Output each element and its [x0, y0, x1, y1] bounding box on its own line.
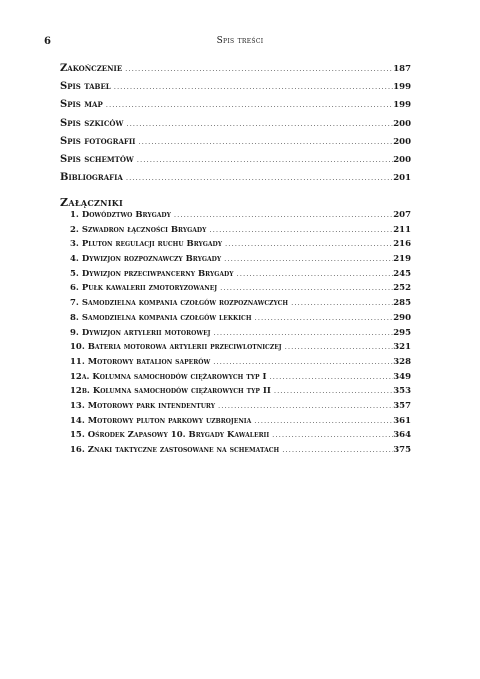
appendix-entry-page: 357 — [393, 400, 411, 411]
appendix-entry-title: 6. Pułk kawalerii zmotoryzowanej — [70, 283, 218, 294]
toc-entry-title: Spis fotografii — [60, 135, 136, 147]
appendix-entry-title: 2. Szwadron łączności Brygady — [70, 224, 207, 235]
appendix-entry[interactable] — [70, 283, 411, 298]
appendix-entry-page: 252 — [393, 283, 411, 294]
appendix-entry-page: 290 — [393, 312, 411, 323]
appendix-entry-page: 364 — [393, 430, 411, 441]
appendix-entry-page: 375 — [393, 445, 411, 455]
dot-leader — [103, 101, 393, 109]
dot-leader — [123, 120, 393, 128]
toc-entry-title: Spis map — [60, 99, 103, 111]
page-number: 6 — [44, 36, 51, 47]
dot-leader — [123, 174, 393, 182]
appendix-entry-title: 15. Ośrodek Zapasowy 10. Brygady Kawalerii — [70, 430, 270, 441]
appendix-entry-title: 12b. Kolumna samochodów ciężarowych typ II — [70, 386, 271, 397]
dot-leader — [282, 343, 393, 351]
toc-entry[interactable] — [60, 172, 411, 190]
dot-leader — [279, 446, 393, 454]
dot-leader — [221, 255, 393, 263]
appendix-entry[interactable] — [70, 401, 411, 416]
appendix-entry-title: 10. Bateria motorowa artylerii przeciwlotniczej — [70, 342, 282, 353]
appendix-entry-page: 295 — [393, 327, 411, 338]
dot-leader — [222, 240, 393, 248]
appendix-entry[interactable] — [70, 298, 411, 313]
appendix-entry[interactable] — [70, 430, 411, 445]
dot-leader — [215, 402, 393, 410]
dot-leader — [251, 417, 393, 425]
dot-leader — [252, 314, 394, 322]
toc-entry[interactable] — [60, 81, 411, 99]
dot-leader — [271, 387, 393, 395]
appendix-entry-page: 321 — [393, 342, 411, 353]
appendix-entry-page: 207 — [393, 210, 411, 220]
appendix-entry[interactable] — [70, 357, 411, 372]
appendix-entry-page: 328 — [393, 356, 411, 367]
appendix-entry-title: 12a. Kolumna samochodów ciężarowych typ I — [70, 371, 267, 382]
appendix-entry-page: 219 — [393, 254, 411, 265]
appendix-entry-title: 7. Samodzielna kompania czołgów rozpoznawczych — [70, 298, 289, 309]
toc-appendix-list — [70, 210, 411, 460]
appendix-entry-page: 245 — [393, 268, 411, 279]
appendix-entry-title: 16. Znaki taktyczne zastosowane na schematach — [70, 445, 280, 455]
appendix-entry-page: 216 — [393, 239, 411, 250]
toc-entry-page: 200 — [393, 136, 411, 147]
appendix-entry-page: 361 — [393, 415, 411, 426]
dot-leader — [210, 358, 393, 366]
toc-entry-page: 201 — [393, 173, 411, 184]
dot-leader — [210, 329, 393, 337]
toc-entry-title: Spis tabel — [60, 81, 111, 93]
dot-leader — [266, 373, 393, 381]
appendix-entry[interactable] — [70, 269, 411, 284]
toc-entry-page: 199 — [393, 82, 411, 93]
toc-entry-page: 199 — [393, 100, 411, 111]
dot-leader — [217, 284, 393, 292]
appendix-entry-title: 8. Samodzielna kompania czołgów lekkich — [70, 312, 252, 323]
appendix-entry[interactable] — [70, 225, 411, 240]
dot-leader — [288, 299, 393, 307]
appendix-entry[interactable] — [70, 328, 411, 343]
toc-main-list — [60, 63, 411, 190]
dot-leader — [122, 65, 393, 73]
appendix-entry-title: 3. Pluton regulacji ruchu Brygady — [70, 239, 223, 250]
toc-entry[interactable] — [60, 154, 411, 172]
appendix-entry-page: 349 — [393, 371, 411, 382]
toc-entry[interactable] — [60, 118, 411, 136]
appendix-entry-page: 211 — [393, 224, 411, 235]
appendix-entry-title: 13. Motorowy park intendentury — [70, 400, 216, 411]
toc-entry-title: Zakończenie — [60, 63, 123, 74]
dot-leader — [111, 83, 393, 91]
appendix-entry-title: 14. Motorowy pluton parkowy uzbrojenia — [70, 415, 252, 426]
dot-leader — [135, 138, 393, 146]
appendix-entry[interactable] — [70, 416, 411, 431]
toc-entry[interactable] — [60, 99, 411, 117]
toc-entry[interactable] — [60, 136, 411, 154]
dot-leader — [171, 211, 393, 219]
appendix-entry[interactable] — [70, 342, 411, 357]
appendix-entry-page: 285 — [393, 298, 411, 309]
toc-entry-page: 187 — [393, 64, 411, 74]
toc-entry[interactable] — [60, 63, 411, 81]
appendix-entry-title: 4. Dywizjon rozpoznawczy Brygady — [70, 254, 222, 265]
toc-entry-page: 200 — [393, 118, 411, 129]
toc-entry-title: Spis schemtów — [60, 153, 134, 165]
appendix-entry[interactable] — [70, 445, 411, 460]
appendix-entry[interactable] — [70, 210, 411, 225]
appendix-entry-title: 1. Dowództwo Brygady — [70, 210, 171, 220]
running-head: Spis treści — [216, 36, 264, 46]
toc-entry-page: 200 — [393, 154, 411, 165]
appendix-entry[interactable] — [70, 372, 411, 387]
dot-leader — [269, 431, 393, 439]
appendix-entry-title: 9. Dywizjon artylerii motorowej — [70, 327, 211, 338]
dot-leader — [234, 270, 393, 278]
appendix-entry-title: 5. Dywizjon przeciwpancerny Brygady — [70, 268, 234, 279]
dot-leader — [206, 226, 393, 234]
appendix-entry-page: 353 — [393, 386, 411, 397]
toc-entry-title: Bibliografia — [60, 172, 123, 184]
appendix-entry[interactable] — [70, 313, 411, 328]
appendix-heading: Załączniki — [60, 196, 124, 209]
appendix-entry[interactable] — [70, 254, 411, 269]
appendix-entry-title: 11. Motorowy batalion saperów — [70, 356, 211, 367]
appendix-entry[interactable] — [70, 386, 411, 401]
appendix-entry[interactable] — [70, 239, 411, 254]
dot-leader — [134, 156, 393, 164]
toc-entry-title: Spis szkiców — [60, 117, 124, 129]
